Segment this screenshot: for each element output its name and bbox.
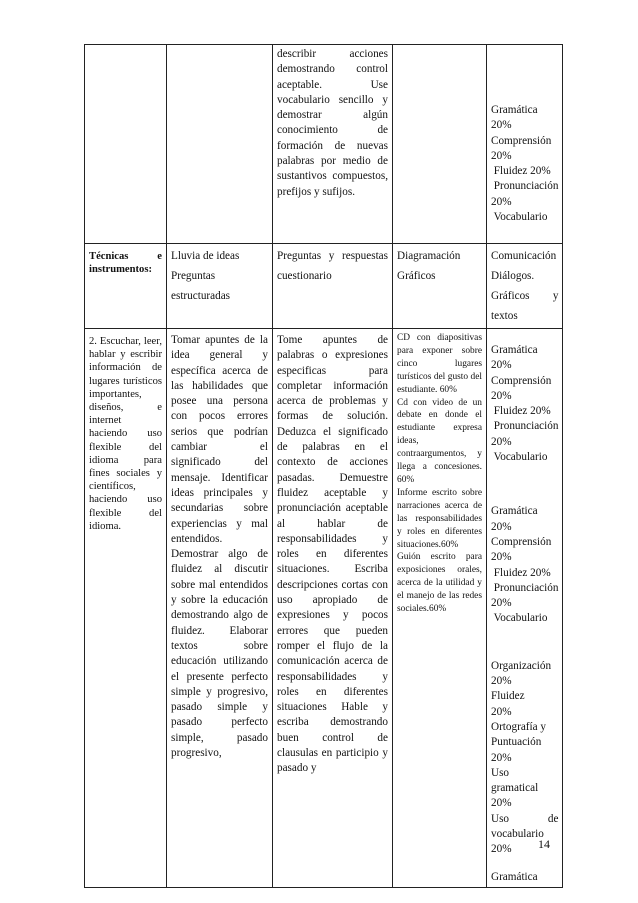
rubric-table (84, 44, 563, 888)
products-cell: Diagramación Gráficos (393, 244, 487, 329)
products-cell: CD con diapositivas para exponer sobre cinco lugares turísticos del gusto del estudiante. 60% Cd con video de un debate en donde el estudiante expresa ideas, contraargumentos, y llega a concesiones. 60% Informe escrito sobre narraciones acerca de las responsabilidades y roles en diferentes situaciones.60% Guión escrito para exposiciones orales, acerca de la utilidad y el manejo de las redes sociales.60% (393, 329, 487, 888)
criteria-cell: Gramática 20% Comprensión 20% Fluidez 20% Pronunciación 20% Vocabulario (487, 45, 563, 244)
indicators-cell: describir acciones demostrando control aceptable. Use vocabulario sencillo y demostrar algún conocimiento de formación de nuevas palabras por medio de sustantivos compuestos, prefijos y sufijos. (273, 45, 393, 244)
instruments-cell: Preguntas y respuestas cuestionario (273, 244, 393, 329)
evaluation-cell: Comunicación Diálogos. Gráficos y textos (487, 244, 563, 329)
techniques-cell: Lluvia de ideas Preguntas estructuradas (167, 244, 273, 329)
empty-cell (393, 45, 487, 244)
criteria-group: Gramática 20% Comprensión 20% Fluidez 20% Pronunciación 20% Vocabulario (491, 344, 559, 464)
empty-cell (85, 45, 167, 244)
techniques-label: Técnicas e instrumentos: (85, 244, 167, 329)
empty-cell (167, 45, 273, 244)
table-row (85, 244, 563, 329)
table-row (85, 329, 563, 888)
table-row (85, 45, 563, 244)
achievements-cell: Tomar apuntes de la idea general y específica acerca de las habilidades que posee una persona con pocos errores serios que podrían cambiar el significado del mensaje. Identificar ideas principales y secundarias sobre experiencias y mal entendidos. Demostrar algo de fluidez al discutir sobre mal entendidos y sobre la educación demostrando algo de fluidez. Elaborar textos sobre educación utilizando el presente perfecto simple y progresivo, pasado simple y pasado perfecto simple, pasado progresivo, (167, 329, 273, 888)
page-number: 14 (538, 837, 550, 851)
criteria-group: Gramática 20% Comprensión 20% Fluidez 20% Pronunciación 20% Vocabulario (491, 505, 559, 625)
indicators-cell: Tome apuntes de palabras o expresiones especificas para completar información acerca de problemas y formas de solución. Deduzca el significado de palabras en el contexto de acciones pasadas. Demuestre fluidez aceptable y pronunciación aceptable al hablar de responsabilidades y roles en diferentes situaciones. Escriba descripciones cortas con uso apropiado de expresiones y pocos errores que pueden romper el flujo de la comunicación acerca de responsabilidades y roles en diferentes situaciones Hable y escriba demostrando buen control de clausulas en participio y pasado y (273, 329, 393, 888)
criteria-group: Organización 20% Fluidez 20% Ortografía y Puntuación 20% Uso gramatical 20% Uso de vocabulario 20% (491, 659, 559, 856)
criteria-cell: Gramática 20% Comprensión 20% Fluidez 20% Pronunciación 20% Vocabulario Gramática 20% Comprensión 20% Fluidez 20% Pronunciación 20% Vocabulario Organización 20% Fluidez 20% Ortografía y Puntuación 20% Uso gramatical 20% Uso de vocabulario 20% Gramática (487, 329, 563, 888)
objective-cell: 2. Escuchar, leer, hablar y escribir información de lugares turísticos importantes, diseños, e internet haciendo uso flexible del idioma para fines sociales y científicos, haciendo uso flexible del idioma. (85, 329, 167, 888)
